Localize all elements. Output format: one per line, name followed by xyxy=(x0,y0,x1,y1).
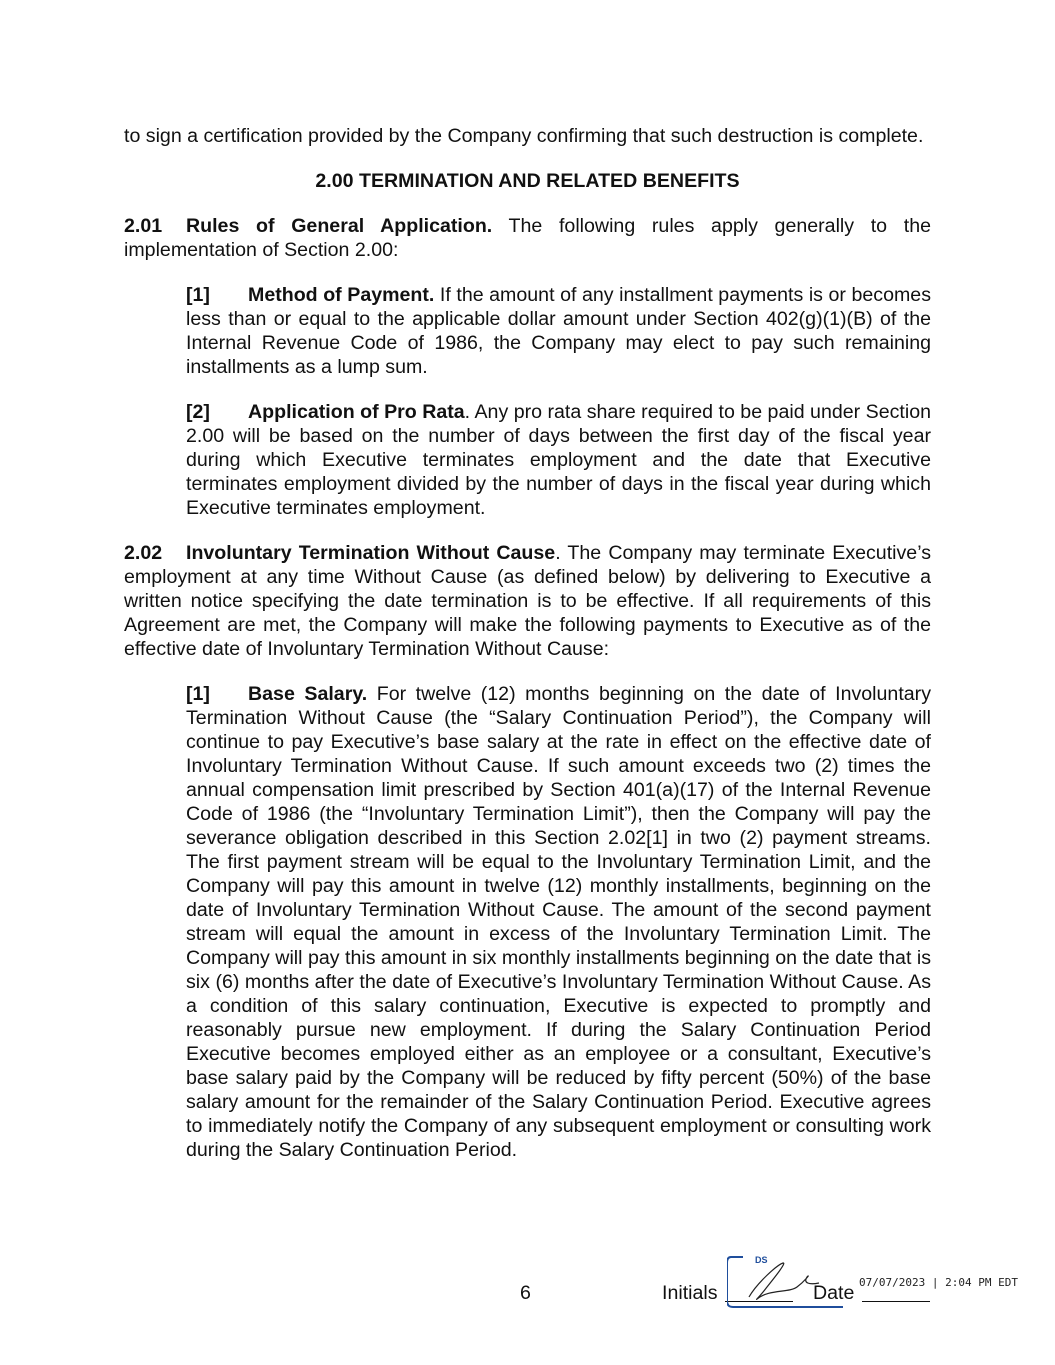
section-text: . The Company may terminate Executive’s employment at any time Without Cause (as defined below) by delivering to Executive a written notice specifying the date termination is to be effective. If all requirements of this Agreement are met, the Company will make the following payments to Executive as of the effective date of Involuntary Termination Without Cause: xyxy=(124,542,931,660)
subsection-2-01-1 xyxy=(186,283,931,379)
date-line xyxy=(862,1301,930,1302)
date-timestamp: 07/07/2023 | 2:04 PM EDT xyxy=(859,1276,1018,1289)
subsection-text: . Any pro rata share required to be paid under Section 2.00 will be based on the number of days between the first day of the fiscal year during which Executive terminates employment and the date that Executive terminates employment divided by the number of days in the fiscal year during which Executive terminates employment. xyxy=(186,401,931,519)
document-body xyxy=(124,124,931,1183)
section-text: The following rules apply generally to the implementation of Section 2.00: xyxy=(124,215,931,261)
section-2-02 xyxy=(124,541,931,661)
section-number: 2.02 xyxy=(124,542,163,564)
initials-label: Initials xyxy=(662,1282,718,1304)
subsection-number: [2] xyxy=(186,401,210,423)
subsection-title: Base Salary. xyxy=(248,683,368,705)
subsection-number: [1] xyxy=(186,683,210,705)
subsection-text: If the amount of any installment payments is or becomes less than or equal to the applicable dollar amount under Section 402(g)(1)(B) of the Internal Revenue Code of 1986, the Company may elect to pay such remaining installments as a lump sum. xyxy=(186,284,931,378)
subsection-2-01-2 xyxy=(186,400,931,520)
date-label: Date xyxy=(813,1282,855,1304)
subsection-title: Method of Payment. xyxy=(248,284,435,306)
page-footer xyxy=(0,1255,1055,1319)
section-heading: 2.00 TERMINATION AND RELATED BENEFITS xyxy=(315,170,740,192)
section-title: Involuntary Termination Without Cause xyxy=(186,542,556,564)
subsection-title: Application of Pro Rata xyxy=(248,401,465,423)
subsection-2-02-1 xyxy=(186,682,931,1162)
page-number: 6 xyxy=(520,1282,531,1304)
subsection-number: [1] xyxy=(186,284,210,306)
paragraph-continuation: to sign a certification provided by the Company confirming that such destruction is complete. xyxy=(124,125,924,147)
section-2-01 xyxy=(124,214,931,262)
section-title: Rules of General Application. xyxy=(186,215,493,237)
section-number: 2.01 xyxy=(124,215,163,237)
subsection-text: For twelve (12) months beginning on the date of Involuntary Termination Without Cause (the “Salary Continuation Period”), the Company will continue to pay Executive’s base salary at the rate in effect on the effective date of Involuntary Termination Without Cause. If such amount exceeds two (2) times the annual compensation limit prescribed by Section 401(a)(17) of the Internal Revenue Code of 1986 (the “Involuntary Termination Limit”), then the Company will pay the severance obligation described in this Section 2.02[1] in two (2) payment streams. The first payment stream will be equal to the Involuntary Termination Limit, and the Company will pay this amount in twelve (12) monthly installments, beginning on the date of Involuntary Termination Without Cause. The amount of the second payment stream will equal the amount in excess of the Involuntary Termination Limit. The Company will pay this amount in six monthly installments beginning on the date that is six (6) months after the date of Executive’s Involuntary Termination Without Cause. As a condition of this salary continuation, Executive is expected to promptly and reasonably pursue new employment. If during the Salary Continuation Period Executive becomes employed either as an employee or a consultant, Executive’s base salary paid by the Company will be reduced by fifty percent (50%) of the base salary amount for the remainder of the Salary Continuation Period. Executive agrees to immediately notify the Company of any subsequent employment or consulting work during the Salary Continuation Period. xyxy=(186,683,931,1161)
ds-label: DS xyxy=(755,1255,768,1265)
